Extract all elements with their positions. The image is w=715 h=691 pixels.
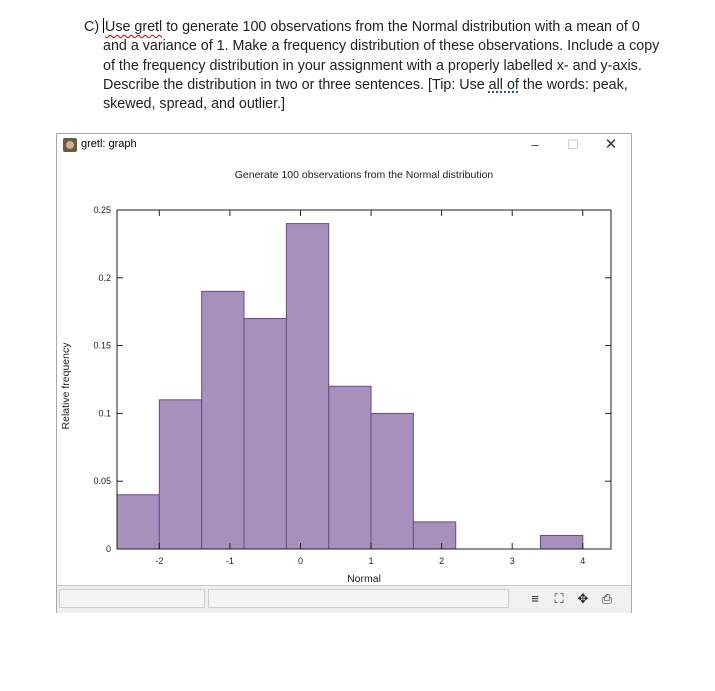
y-tick-label: 0.25 [93, 205, 111, 215]
status-field-left [59, 589, 205, 608]
question-line-5: skewed, spread, and outlier.] [103, 96, 285, 113]
gretl-app-icon [63, 138, 77, 152]
minimize-button[interactable]: – [531, 137, 539, 152]
question-label: C) [84, 19, 100, 35]
histogram-chart [57, 158, 631, 584]
zoom-icon[interactable]: ⛶ [554, 591, 564, 606]
status-field-right [208, 589, 509, 608]
print-icon[interactable]: ⎙ [601, 591, 613, 606]
histogram-bar-2 [202, 291, 244, 549]
text-cursor [103, 18, 104, 33]
question-line-1 [84, 18, 684, 37]
x-tick-label: 3 [509, 556, 515, 566]
window-title: gretl: graph [81, 138, 137, 150]
histogram-bar-7 [413, 522, 455, 549]
x-axis-title: Normal [347, 573, 381, 584]
window-titlebar[interactable] [57, 134, 631, 158]
window-statusbar [57, 585, 631, 613]
histogram-bar-3 [244, 318, 286, 549]
histogram-bar-4 [286, 224, 328, 549]
x-tick-label: -1 [225, 556, 234, 566]
question-line-1-rest: to generate 100 observations from the Normal distribution with a mean of 0 [162, 19, 640, 35]
x-tick-label: -2 [155, 556, 164, 566]
question-line-3: of the frequency distribution in your assignment with a properly labelled x- and y-axis. [103, 57, 642, 74]
question-line-2: and a variance of 1. Make a frequency distribution of these observations. Include a copy [103, 38, 660, 55]
question-line-4-post: the words: peak, [518, 76, 628, 93]
maximize-button[interactable]: ☐ [567, 137, 579, 152]
y-axis-title: Relative frequency [60, 342, 72, 430]
x-tick-label: 0 [297, 556, 303, 566]
histogram-bar-5 [329, 386, 371, 549]
question-text [84, 18, 684, 114]
crosshair-icon[interactable]: ✥ [577, 591, 589, 606]
x-tick-label: 2 [439, 556, 445, 566]
x-tick-label: 1 [368, 556, 374, 566]
question-line-4 [84, 76, 684, 95]
menu-icon[interactable]: ≡ [531, 591, 539, 606]
x-tick-label: 4 [580, 556, 586, 566]
y-tick-label: 0.2 [98, 272, 111, 283]
histogram-bar-0 [117, 495, 159, 549]
chart-title: Generate 100 observations from the Normal distribution [234, 169, 494, 181]
histogram-bar-10 [540, 535, 582, 549]
histogram-bar-6 [371, 413, 413, 549]
y-tick-label: 0.1 [98, 408, 111, 419]
grammar-flag-word: all of [488, 76, 519, 93]
spellcheck-word: Use gretl [105, 19, 163, 35]
histogram-bar-1 [159, 400, 201, 549]
bars-group [117, 224, 583, 549]
question-line-4-pre: Describe the distribution in two or three sentences. [Tip: Use [103, 76, 489, 93]
y-tick-label: 0 [105, 544, 111, 554]
close-button[interactable]: ✕ [604, 136, 618, 153]
y-tick-label: 0.15 [93, 340, 111, 351]
y-tick-label: 0.05 [93, 476, 111, 487]
